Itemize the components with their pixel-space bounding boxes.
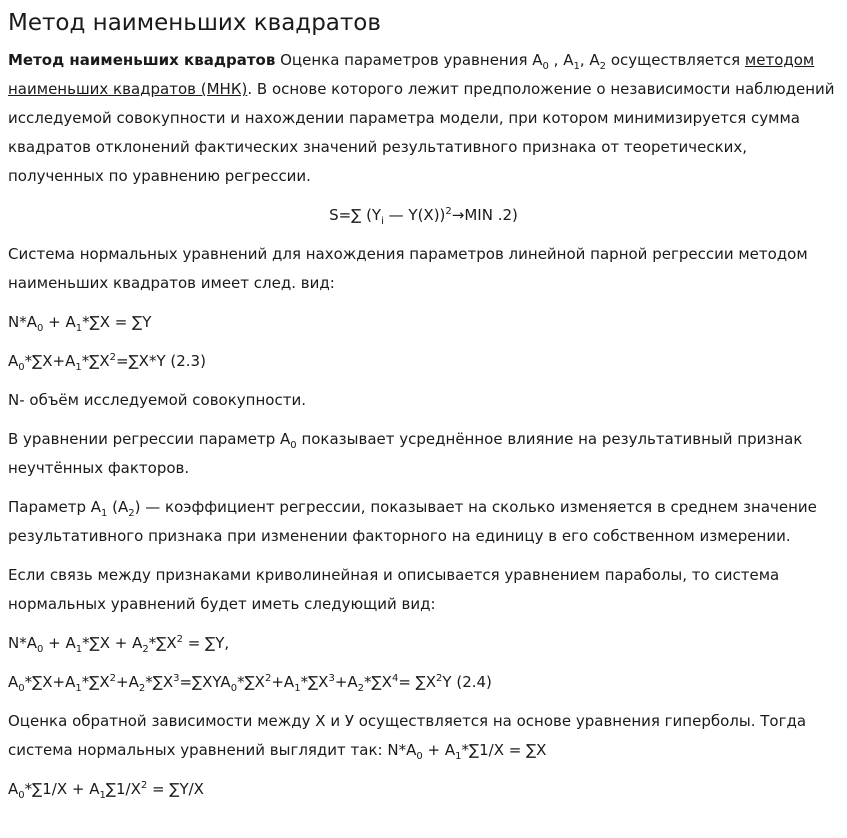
lead-term: Метод наименьших квадратов [8, 51, 276, 69]
equation-2: $A_0*\sum X+A_1*\sum X^2=\sum X*Y$ (2.3) [8, 352, 206, 373]
a1-paragraph: Параметр $A_1$ $(A_2)$ — коэффициент регрессии, показывает на сколько изменяется в среднем значение результативного признака при изменении факторного на единицу в его собственном измерении. [8, 498, 817, 545]
equation-3: $N*A_0 + A_1*\sum X + A_2*\sum X^2 = \sum Y$, [8, 634, 230, 655]
equation-4: $A_0*\sum X+A_1*\sum X^2+A_2*\sum X^3=\sum XYA_0*\sum X^2+A_1*\sum X^3+A_2*\sum X^4= \sum X^2Y$ (2.4) [8, 673, 492, 694]
parabola-paragraph: Если связь между признаками криволинейная и описывается уравнением параболы, то система нормальных уравнений будет иметь следующий вид: [8, 566, 780, 613]
page-title: Метод наименьших квадратов [8, 10, 381, 36]
formula-sum-squares: S=∑ ($Y_i$ — Y(X))$^2$→MIN .2) [329, 206, 518, 227]
n-definition: N- объём исследуемой совокупности. [8, 391, 306, 409]
intro-paragraph: Метод наименьших квадратов Оценка параметров уравнения $A_0$ , $A_1$, $A_2$ осуществляется методом наименьших квадратов (МНК). В основе которого лежит предположение о независимости наблюдений исследуемой совокупности и нахождении параметра модели, при котором минимизируется сумма квадратов отклонений фактических значений результативного признака от теоретических, полученных по уравнению регрессии. [8, 51, 835, 185]
a0-paragraph: В уравнении регрессии параметр $A_0$ показывает усреднённое влияние на результативный признак неучтённых факторов. [8, 430, 803, 477]
system-linear-paragraph: Система нормальных уравнений для нахождения параметров линейной парной регрессии методом наименьших квадратов имеет след. вид: [8, 245, 808, 292]
mnk-link[interactable]: методом наименьших квадратов (МНК) [8, 51, 815, 98]
hyperbola-paragraph: Оценка обратной зависимости между X и У осуществляется на основе уравнения гиперболы. Тогда система нормальных уравнений выглядит так: $N*A_0 + A_1*\sum 1/X = \sum X$ [8, 712, 807, 762]
equation-1: $N*A_0 + A_1*\sum X = \sum Y$ [8, 313, 152, 334]
equation-5: $A_0*\sum 1/X + A_1\sum 1/X^2 = \sum Y/X$ [8, 780, 204, 801]
